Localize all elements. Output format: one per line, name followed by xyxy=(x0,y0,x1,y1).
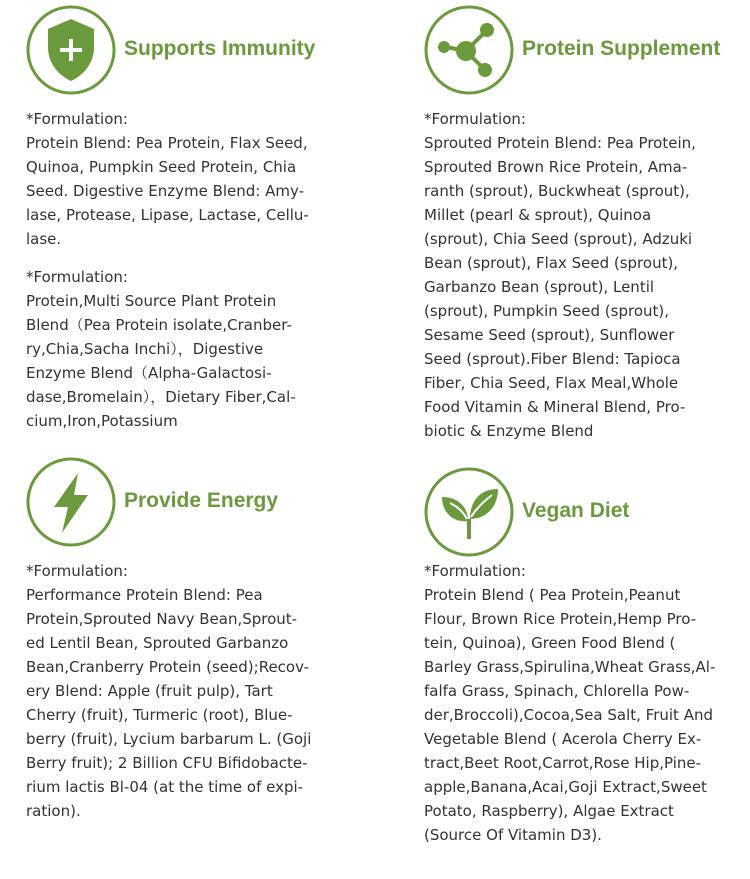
formulation-text: *Formulation: Performance Protein Blend: Pea Protein,Sprouted Navy Bean,Sprout- ed Lentil Bean, Sprouted Garbanzo Bean,Cranberry Protein (seed);Recov- ery Blend: Apple (fruit pulp), Tart Cherry (fruit), Turmeric (root), Blue- berry (fruit), Lycium barbarum L. (Goji Berry fruit); 2 Billion CFU Bifidobacte- rium lactis Bl-04 (at the time of expi- ration). xyxy=(26,562,312,820)
card-body xyxy=(424,559,744,847)
card-header xyxy=(424,5,750,95)
card-header xyxy=(26,457,366,547)
lightning-bolt-icon xyxy=(26,457,116,547)
card-title: Protein Supplement xyxy=(522,37,721,60)
card-title: Provide Energy xyxy=(124,489,279,512)
sprout-leaf-icon xyxy=(424,467,514,557)
card-body xyxy=(26,107,346,433)
card-body xyxy=(26,559,346,823)
formulation-text: *Formulation: Protein Blend: Pea Protein, Flax Seed, Quinoa, Pumpkin Seed Protein, Chia Seed. Digestive Enzyme Blend: Amy- lase, Protease, Lipase, Lactase, Cellu- lase. xyxy=(26,110,309,248)
card-body xyxy=(424,107,744,443)
card-header xyxy=(26,5,366,95)
card-header xyxy=(424,467,750,557)
shield-plus-icon xyxy=(26,5,116,95)
formulation-text: *Formulation: Protein Blend ( Pea Protein,Peanut Flour, Brown Rice Protein,Hemp Pro- tein, Quinoa), Green Food Blend ( Barley Grass,Spirulina,Wheat Grass,Al- falfa Grass, Spinach, Chlorella Pow- der,Broccoli),Cocoa,Sea Salt, Fruit And Vegetable Blend ( Acerola Cherry Ex- tract,Beet Root,Carrot,Rose Hip,Pine- apple,Banana,Acai,Goji Extract,Sweet Potato, Raspberry), Algae Extract (Source Of Vitamin D3). xyxy=(424,562,716,844)
card-title: Vegan Diet xyxy=(522,499,630,522)
molecule-icon xyxy=(424,5,514,95)
card-title: Supports Immunity xyxy=(124,37,316,60)
formulation-text: *Formulation: Sprouted Protein Blend: Pea Protein, Sprouted Brown Rice Protein, Ama- ranth (sprout), Buckwheat (sprout), Millet (pearl & sprout), Quinoa (sprout), Chia Seed (sprout), Adzuki Bean (sprout), Flax Seed (sprout), Garbanzo Bean (sprout), Lentil (sprout), Pumpkin Seed (sprout), Sesame Seed (sprout), Sunflower Seed (sprout).Fiber Blend: Tapioca Fiber, Chia Seed, Flax Meal,Whole Food Vitamin & Mineral Blend, Pro- biotic & Enzyme Blend xyxy=(424,110,696,440)
formulation-text: *Formulation: Protein,Multi Source Plant Protein Blend（Pea Protein isolate,Cranber- ry,Chia,Sacha Inchi），Digestive Enzyme Blend（Alpha-Galactosi- dase,Bromelain），Dietary Fiber,Cal- cium,Iron,Potassium xyxy=(26,268,296,430)
